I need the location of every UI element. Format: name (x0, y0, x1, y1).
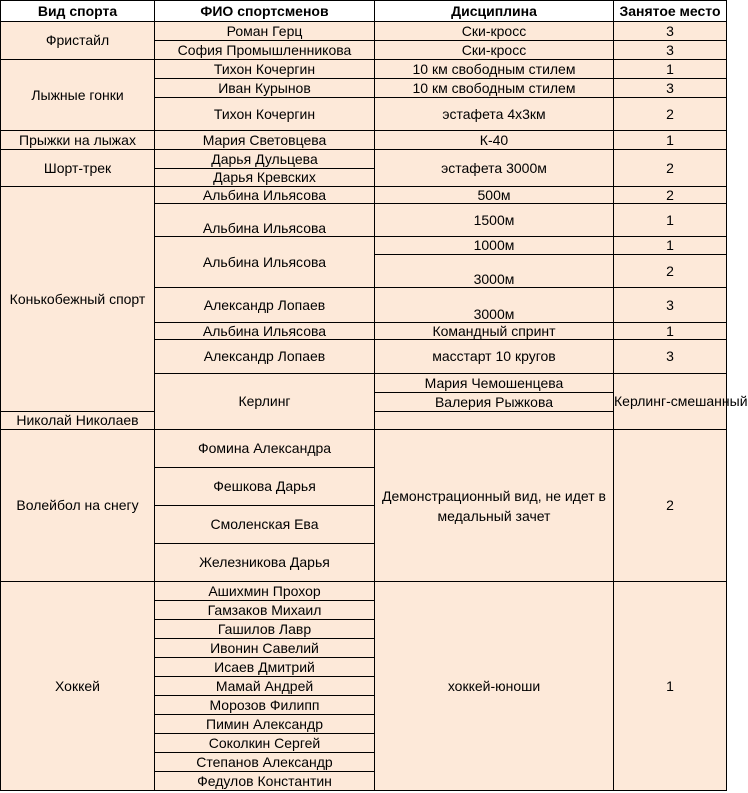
athlete-cell: Николай Николаев (1, 412, 155, 430)
athlete-cell: Гамзаков Михаил (155, 601, 375, 620)
discipline-cell: 1500м (375, 204, 614, 237)
athlete-cell: Мамай Андрей (155, 677, 375, 696)
place-cell: 2 (614, 187, 727, 204)
sport-cell: Хоккей (1, 582, 155, 791)
athlete-cell: Мария Световцева (155, 131, 375, 150)
sport-cell: Конькобежный спорт (1, 187, 155, 412)
sport-cell: Фристайл (1, 22, 155, 60)
discipline-cell: 10 км свободным стилем (375, 79, 614, 98)
table-row (1, 582, 727, 601)
sport-cell: Волейбол на снегу (1, 430, 155, 582)
discipline-cell: Демонстрационный вид, не идет в медальный зачет (375, 430, 614, 582)
place-cell: 2 (614, 150, 727, 187)
discipline-cell: Ски-кросс (375, 41, 614, 60)
header-place: Занятое место (614, 1, 727, 22)
athlete-cell: Фешкова Дарья (155, 468, 375, 506)
athlete-cell: Дарья Дульцева (155, 150, 375, 169)
athlete-cell: Альбина Ильясова (155, 323, 375, 340)
discipline-cell: 500м (375, 187, 614, 204)
place-cell: 3 (614, 340, 727, 374)
athlete-cell: Тихон Кочергин (155, 60, 375, 79)
place-cell: 1 (614, 131, 727, 150)
athlete-cell: Альбина Ильясова (155, 187, 375, 204)
athlete-cell: Соколкин Сергей (155, 734, 375, 753)
athlete-cell: Исаев Дмитрий (155, 658, 375, 677)
table-row (1, 150, 727, 169)
athlete-cell: Александр Лопаев (155, 340, 375, 374)
athlete-cell: Федулов Константин (155, 772, 375, 791)
place-cell: 1 (614, 323, 727, 340)
athlete-cell: Иван Курынов (155, 79, 375, 98)
athlete-cell: Альбина Ильясова (155, 237, 375, 288)
athlete-cell: Железникова Дарья (155, 544, 375, 582)
place-cell: 3 (614, 288, 727, 323)
header-discipline: Дисциплина (375, 1, 614, 22)
place-cell: 1 (614, 237, 727, 255)
athlete-cell: Мария Чемошенцева (375, 374, 614, 393)
table-row (1, 131, 727, 150)
table-row (1, 187, 727, 204)
place-cell: 1 (614, 60, 727, 79)
sport-cell: Прыжки на лыжах (1, 131, 155, 150)
header-row (1, 1, 727, 22)
discipline-cell: эстафета 4х3км (375, 98, 614, 131)
athlete-cell: Гашилов Лавр (155, 620, 375, 639)
sport-cell: Керлинг (155, 374, 375, 430)
athlete-cell: Дарья Кревских (155, 169, 375, 187)
athlete-cell: Фомина Александра (155, 430, 375, 468)
athlete-cell: Альбина Ильясова (155, 204, 375, 237)
place-cell: 3 (614, 79, 727, 98)
athlete-cell: Александр Лопаев (155, 288, 375, 323)
discipline-cell: 3000м (375, 255, 614, 288)
athlete-cell: Смоленская Ева (155, 506, 375, 544)
discipline-cell: масстарт 10 кругов (375, 340, 614, 374)
discipline-cell: 10 км свободным стилем (375, 60, 614, 79)
header-athletes: ФИО спортсменов (155, 1, 375, 22)
table-row (1, 60, 727, 79)
discipline-cell: Ски-кросс (375, 22, 614, 41)
place-cell: 1 (614, 204, 727, 237)
discipline-cell: 1000м (375, 237, 614, 255)
place-cell: 1 (614, 582, 727, 791)
athlete-cell: Ивонин Савелий (155, 639, 375, 658)
table-row (1, 430, 727, 468)
place-cell: 2 (614, 430, 727, 582)
athlete-cell: Ашихмин Прохор (155, 582, 375, 601)
place-cell: 2 (614, 255, 727, 288)
athlete-cell: Степанов Александр (155, 753, 375, 772)
athlete-cell: Валерия Рыжкова (375, 393, 614, 412)
athlete-cell: Роман Герц (155, 22, 375, 41)
place-cell: 3 (614, 22, 727, 41)
table-row (1, 22, 727, 41)
header-sport: Вид спорта (1, 1, 155, 22)
discipline-cell: Керлинг-смешанный (614, 374, 727, 430)
discipline-cell: хоккей-юноши (375, 582, 614, 791)
athlete-cell: Пимин Александр (155, 715, 375, 734)
athlete-cell: Морозов Филипп (155, 696, 375, 715)
athlete-cell: София Промышленникова (155, 41, 375, 60)
athlete-cell: Тихон Кочергин (155, 98, 375, 131)
discipline-cell: 3000м (375, 288, 614, 323)
place-cell: 3 (614, 41, 727, 60)
discipline-cell: К-40 (375, 131, 614, 150)
discipline-cell: Командный спринт (375, 323, 614, 340)
sport-cell: Шорт-трек (1, 150, 155, 187)
discipline-cell: эстафета 3000м (375, 150, 614, 187)
sport-cell: Лыжные гонки (1, 60, 155, 131)
place-cell: 2 (614, 98, 727, 131)
